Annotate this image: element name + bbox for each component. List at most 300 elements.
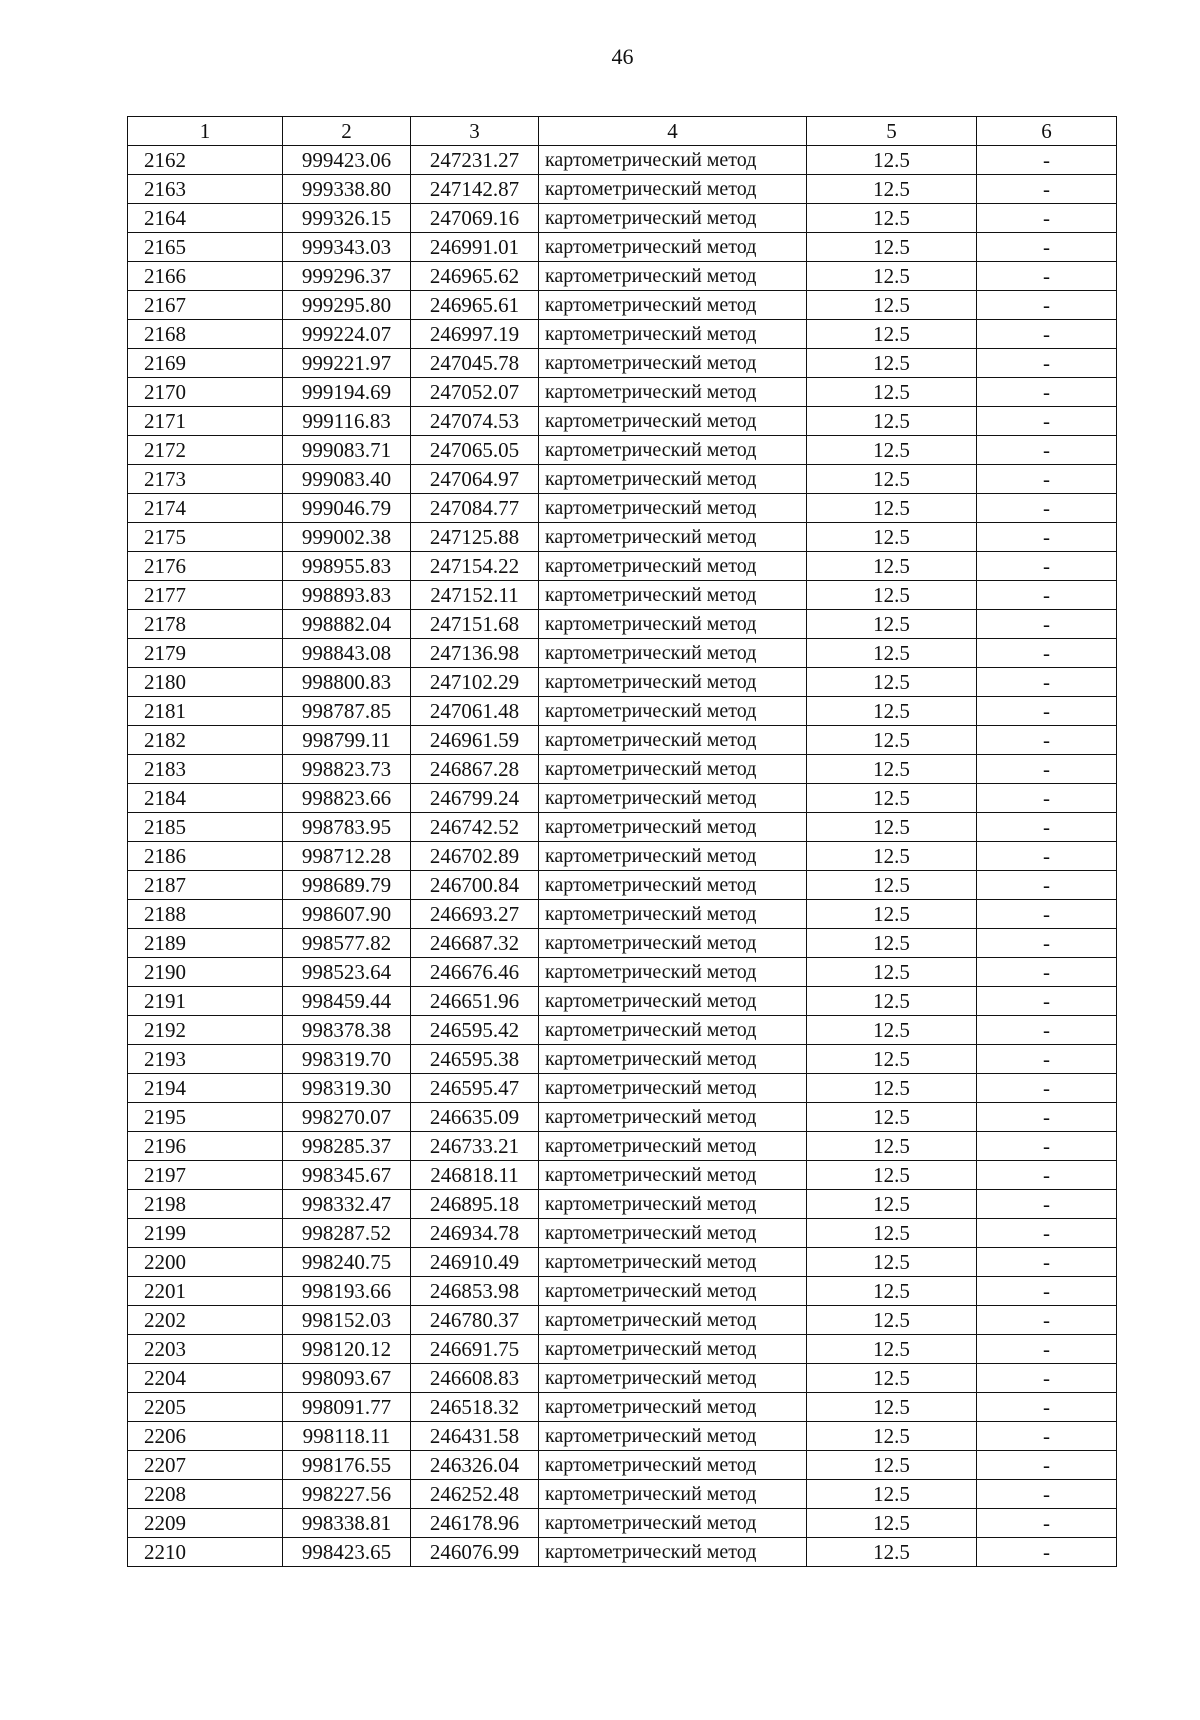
note-cell: - bbox=[977, 1248, 1117, 1277]
point-number-cell: 2206 bbox=[128, 1422, 283, 1451]
point-number-cell: 2179 bbox=[128, 639, 283, 668]
accuracy-cell: 12.5 bbox=[807, 900, 977, 929]
method-cell: картометрический метод bbox=[539, 523, 807, 552]
coordinate-x-cell: 999083.40 bbox=[283, 465, 411, 494]
coordinate-y-cell: 246742.52 bbox=[411, 813, 539, 842]
point-number-cell: 2189 bbox=[128, 929, 283, 958]
table-row bbox=[128, 1335, 1117, 1364]
note-cell: - bbox=[977, 262, 1117, 291]
table-row bbox=[128, 1509, 1117, 1538]
column-header: 6 bbox=[977, 117, 1117, 146]
accuracy-cell: 12.5 bbox=[807, 1074, 977, 1103]
coordinate-y-cell: 247154.22 bbox=[411, 552, 539, 581]
note-cell: - bbox=[977, 1277, 1117, 1306]
method-cell: картометрический метод bbox=[539, 1538, 807, 1567]
accuracy-cell: 12.5 bbox=[807, 552, 977, 581]
accuracy-cell: 12.5 bbox=[807, 494, 977, 523]
coordinate-x-cell: 998091.77 bbox=[283, 1393, 411, 1422]
coordinate-x-cell: 998152.03 bbox=[283, 1306, 411, 1335]
accuracy-cell: 12.5 bbox=[807, 1248, 977, 1277]
accuracy-cell: 12.5 bbox=[807, 1451, 977, 1480]
note-cell: - bbox=[977, 494, 1117, 523]
column-header: 5 bbox=[807, 117, 977, 146]
coordinate-y-cell: 246691.75 bbox=[411, 1335, 539, 1364]
method-cell: картометрический метод bbox=[539, 1161, 807, 1190]
table-row bbox=[128, 523, 1117, 552]
coordinate-y-cell: 246518.32 bbox=[411, 1393, 539, 1422]
coordinate-x-cell: 998459.44 bbox=[283, 987, 411, 1016]
point-number-cell: 2197 bbox=[128, 1161, 283, 1190]
coordinate-y-cell: 247052.07 bbox=[411, 378, 539, 407]
method-cell: картометрический метод bbox=[539, 900, 807, 929]
table-row bbox=[128, 1016, 1117, 1045]
point-number-cell: 2177 bbox=[128, 581, 283, 610]
accuracy-cell: 12.5 bbox=[807, 1480, 977, 1509]
method-cell: картометрический метод bbox=[539, 378, 807, 407]
coordinate-y-cell: 246595.38 bbox=[411, 1045, 539, 1074]
table-row bbox=[128, 175, 1117, 204]
coordinate-y-cell: 247136.98 bbox=[411, 639, 539, 668]
point-number-cell: 2199 bbox=[128, 1219, 283, 1248]
table-row bbox=[128, 813, 1117, 842]
table-row bbox=[128, 1045, 1117, 1074]
point-number-cell: 2193 bbox=[128, 1045, 283, 1074]
note-cell: - bbox=[977, 523, 1117, 552]
coordinate-y-cell: 246608.83 bbox=[411, 1364, 539, 1393]
note-cell: - bbox=[977, 639, 1117, 668]
coordinate-y-cell: 246733.21 bbox=[411, 1132, 539, 1161]
coordinate-y-cell: 246934.78 bbox=[411, 1219, 539, 1248]
table-row bbox=[128, 262, 1117, 291]
point-number-cell: 2210 bbox=[128, 1538, 283, 1567]
point-number-cell: 2171 bbox=[128, 407, 283, 436]
note-cell: - bbox=[977, 1016, 1117, 1045]
coordinate-y-cell: 246799.24 bbox=[411, 784, 539, 813]
coordinate-y-cell: 246431.58 bbox=[411, 1422, 539, 1451]
coordinate-y-cell: 246700.84 bbox=[411, 871, 539, 900]
note-cell: - bbox=[977, 697, 1117, 726]
point-number-cell: 2190 bbox=[128, 958, 283, 987]
method-cell: картометрический метод bbox=[539, 1277, 807, 1306]
accuracy-cell: 12.5 bbox=[807, 233, 977, 262]
coordinate-x-cell: 998118.11 bbox=[283, 1422, 411, 1451]
coordinate-y-cell: 246326.04 bbox=[411, 1451, 539, 1480]
accuracy-cell: 12.5 bbox=[807, 1219, 977, 1248]
method-cell: картометрический метод bbox=[539, 1480, 807, 1509]
coordinate-x-cell: 999083.71 bbox=[283, 436, 411, 465]
point-number-cell: 2205 bbox=[128, 1393, 283, 1422]
accuracy-cell: 12.5 bbox=[807, 262, 977, 291]
table-row bbox=[128, 900, 1117, 929]
table-row bbox=[128, 842, 1117, 871]
point-number-cell: 2170 bbox=[128, 378, 283, 407]
note-cell: - bbox=[977, 1364, 1117, 1393]
coordinate-y-cell: 246076.99 bbox=[411, 1538, 539, 1567]
note-cell: - bbox=[977, 871, 1117, 900]
table-row bbox=[128, 320, 1117, 349]
method-cell: картометрический метод bbox=[539, 1393, 807, 1422]
note-cell: - bbox=[977, 929, 1117, 958]
accuracy-cell: 12.5 bbox=[807, 1016, 977, 1045]
accuracy-cell: 12.5 bbox=[807, 407, 977, 436]
coordinate-x-cell: 999002.38 bbox=[283, 523, 411, 552]
note-cell: - bbox=[977, 784, 1117, 813]
point-number-cell: 2178 bbox=[128, 610, 283, 639]
method-cell: картометрический метод bbox=[539, 784, 807, 813]
coordinate-x-cell: 998607.90 bbox=[283, 900, 411, 929]
coordinate-x-cell: 998577.82 bbox=[283, 929, 411, 958]
note-cell: - bbox=[977, 1306, 1117, 1335]
table-row bbox=[128, 291, 1117, 320]
coordinate-y-cell: 246693.27 bbox=[411, 900, 539, 929]
accuracy-cell: 12.5 bbox=[807, 1422, 977, 1451]
coordinate-y-cell: 247142.87 bbox=[411, 175, 539, 204]
accuracy-cell: 12.5 bbox=[807, 958, 977, 987]
table-row bbox=[128, 349, 1117, 378]
method-cell: картометрический метод bbox=[539, 987, 807, 1016]
table-row bbox=[128, 639, 1117, 668]
coordinate-y-cell: 247151.68 bbox=[411, 610, 539, 639]
accuracy-cell: 12.5 bbox=[807, 697, 977, 726]
coordinate-x-cell: 998689.79 bbox=[283, 871, 411, 900]
point-number-cell: 2186 bbox=[128, 842, 283, 871]
point-number-cell: 2164 bbox=[128, 204, 283, 233]
accuracy-cell: 12.5 bbox=[807, 1364, 977, 1393]
coordinate-y-cell: 247152.11 bbox=[411, 581, 539, 610]
accuracy-cell: 12.5 bbox=[807, 204, 977, 233]
coordinate-x-cell: 998120.12 bbox=[283, 1335, 411, 1364]
point-number-cell: 2202 bbox=[128, 1306, 283, 1335]
coordinate-x-cell: 999194.69 bbox=[283, 378, 411, 407]
accuracy-cell: 12.5 bbox=[807, 1045, 977, 1074]
point-number-cell: 2165 bbox=[128, 233, 283, 262]
accuracy-cell: 12.5 bbox=[807, 175, 977, 204]
coordinate-x-cell: 999295.80 bbox=[283, 291, 411, 320]
table-row bbox=[128, 1306, 1117, 1335]
coordinate-x-cell: 999224.07 bbox=[283, 320, 411, 349]
accuracy-cell: 12.5 bbox=[807, 755, 977, 784]
table-row bbox=[128, 494, 1117, 523]
coordinate-y-cell: 247045.78 bbox=[411, 349, 539, 378]
method-cell: картометрический метод bbox=[539, 639, 807, 668]
method-cell: картометрический метод bbox=[539, 204, 807, 233]
accuracy-cell: 12.5 bbox=[807, 581, 977, 610]
point-number-cell: 2203 bbox=[128, 1335, 283, 1364]
method-cell: картометрический метод bbox=[539, 1364, 807, 1393]
coordinate-y-cell: 247084.77 bbox=[411, 494, 539, 523]
table-row bbox=[128, 1538, 1117, 1567]
coordinate-y-cell: 246676.46 bbox=[411, 958, 539, 987]
table-row bbox=[128, 233, 1117, 262]
method-cell: картометрический метод bbox=[539, 1451, 807, 1480]
accuracy-cell: 12.5 bbox=[807, 1509, 977, 1538]
coordinate-x-cell: 999296.37 bbox=[283, 262, 411, 291]
coordinate-x-cell: 998955.83 bbox=[283, 552, 411, 581]
accuracy-cell: 12.5 bbox=[807, 1161, 977, 1190]
point-number-cell: 2188 bbox=[128, 900, 283, 929]
coordinate-x-cell: 998345.67 bbox=[283, 1161, 411, 1190]
table-row bbox=[128, 958, 1117, 987]
accuracy-cell: 12.5 bbox=[807, 1103, 977, 1132]
note-cell: - bbox=[977, 1480, 1117, 1509]
note-cell: - bbox=[977, 1045, 1117, 1074]
point-number-cell: 2172 bbox=[128, 436, 283, 465]
table-body bbox=[128, 146, 1117, 1567]
coordinate-y-cell: 246895.18 bbox=[411, 1190, 539, 1219]
column-header: 4 bbox=[539, 117, 807, 146]
coordinate-y-cell: 246961.59 bbox=[411, 726, 539, 755]
table-row bbox=[128, 755, 1117, 784]
table-row bbox=[128, 697, 1117, 726]
table-row bbox=[128, 871, 1117, 900]
method-cell: картометрический метод bbox=[539, 146, 807, 175]
coordinate-x-cell: 998783.95 bbox=[283, 813, 411, 842]
coordinate-x-cell: 998319.70 bbox=[283, 1045, 411, 1074]
method-cell: картометрический метод bbox=[539, 494, 807, 523]
coordinate-x-cell: 998240.75 bbox=[283, 1248, 411, 1277]
method-cell: картометрический метод bbox=[539, 552, 807, 581]
note-cell: - bbox=[977, 1538, 1117, 1567]
point-number-cell: 2176 bbox=[128, 552, 283, 581]
note-cell: - bbox=[977, 436, 1117, 465]
method-cell: картометрический метод bbox=[539, 291, 807, 320]
coordinate-x-cell: 998287.52 bbox=[283, 1219, 411, 1248]
point-number-cell: 2167 bbox=[128, 291, 283, 320]
table-row bbox=[128, 610, 1117, 639]
accuracy-cell: 12.5 bbox=[807, 1393, 977, 1422]
coordinate-x-cell: 998319.30 bbox=[283, 1074, 411, 1103]
coordinate-x-cell: 998338.81 bbox=[283, 1509, 411, 1538]
coordinate-x-cell: 999423.06 bbox=[283, 146, 411, 175]
accuracy-cell: 12.5 bbox=[807, 842, 977, 871]
coordinate-x-cell: 998712.28 bbox=[283, 842, 411, 871]
accuracy-cell: 12.5 bbox=[807, 1277, 977, 1306]
method-cell: картометрический метод bbox=[539, 1190, 807, 1219]
coordinate-x-cell: 999326.15 bbox=[283, 204, 411, 233]
coordinate-x-cell: 998893.83 bbox=[283, 581, 411, 610]
accuracy-cell: 12.5 bbox=[807, 436, 977, 465]
column-header: 2 bbox=[283, 117, 411, 146]
table-row bbox=[128, 784, 1117, 813]
table-row bbox=[128, 1393, 1117, 1422]
coordinate-y-cell: 246635.09 bbox=[411, 1103, 539, 1132]
table-row bbox=[128, 407, 1117, 436]
point-number-cell: 2183 bbox=[128, 755, 283, 784]
page-number: 46 bbox=[611, 44, 634, 69]
coordinate-y-cell: 247125.88 bbox=[411, 523, 539, 552]
accuracy-cell: 12.5 bbox=[807, 146, 977, 175]
accuracy-cell: 12.5 bbox=[807, 1538, 977, 1567]
coordinate-x-cell: 998227.56 bbox=[283, 1480, 411, 1509]
table-row bbox=[128, 929, 1117, 958]
point-number-cell: 2208 bbox=[128, 1480, 283, 1509]
note-cell: - bbox=[977, 1161, 1117, 1190]
accuracy-cell: 12.5 bbox=[807, 523, 977, 552]
table-row bbox=[128, 1422, 1117, 1451]
method-cell: картометрический метод bbox=[539, 610, 807, 639]
coordinate-x-cell: 999046.79 bbox=[283, 494, 411, 523]
method-cell: картометрический метод bbox=[539, 755, 807, 784]
point-number-cell: 2163 bbox=[128, 175, 283, 204]
coordinate-y-cell: 246595.42 bbox=[411, 1016, 539, 1045]
coordinate-x-cell: 998093.67 bbox=[283, 1364, 411, 1393]
table-row bbox=[128, 1190, 1117, 1219]
note-cell: - bbox=[977, 958, 1117, 987]
accuracy-cell: 12.5 bbox=[807, 1335, 977, 1364]
method-cell: картометрический метод bbox=[539, 320, 807, 349]
point-number-cell: 2191 bbox=[128, 987, 283, 1016]
method-cell: картометрический метод bbox=[539, 929, 807, 958]
point-number-cell: 2174 bbox=[128, 494, 283, 523]
method-cell: картометрический метод bbox=[539, 581, 807, 610]
point-number-cell: 2168 bbox=[128, 320, 283, 349]
table-row bbox=[128, 1480, 1117, 1509]
table-row bbox=[128, 668, 1117, 697]
coordinate-y-cell: 246252.48 bbox=[411, 1480, 539, 1509]
point-number-cell: 2198 bbox=[128, 1190, 283, 1219]
table-row bbox=[128, 1074, 1117, 1103]
table-row bbox=[128, 1132, 1117, 1161]
coordinate-x-cell: 999221.97 bbox=[283, 349, 411, 378]
method-cell: картометрический метод bbox=[539, 871, 807, 900]
method-cell: картометрический метод bbox=[539, 262, 807, 291]
coordinate-x-cell: 998787.85 bbox=[283, 697, 411, 726]
table-row bbox=[128, 552, 1117, 581]
coordinate-x-cell: 998523.64 bbox=[283, 958, 411, 987]
method-cell: картометрический метод bbox=[539, 1103, 807, 1132]
coordinate-x-cell: 999343.03 bbox=[283, 233, 411, 262]
note-cell: - bbox=[977, 175, 1117, 204]
method-cell: картометрический метод bbox=[539, 697, 807, 726]
coordinate-y-cell: 247074.53 bbox=[411, 407, 539, 436]
note-cell: - bbox=[977, 755, 1117, 784]
note-cell: - bbox=[977, 1451, 1117, 1480]
accuracy-cell: 12.5 bbox=[807, 378, 977, 407]
accuracy-cell: 12.5 bbox=[807, 929, 977, 958]
accuracy-cell: 12.5 bbox=[807, 813, 977, 842]
table-row bbox=[128, 1103, 1117, 1132]
accuracy-cell: 12.5 bbox=[807, 1190, 977, 1219]
point-number-cell: 2182 bbox=[128, 726, 283, 755]
table-header-row bbox=[128, 117, 1117, 146]
accuracy-cell: 12.5 bbox=[807, 871, 977, 900]
accuracy-cell: 12.5 bbox=[807, 1132, 977, 1161]
coordinate-x-cell: 999338.80 bbox=[283, 175, 411, 204]
coordinate-y-cell: 246965.61 bbox=[411, 291, 539, 320]
accuracy-cell: 12.5 bbox=[807, 668, 977, 697]
column-header: 1 bbox=[128, 117, 283, 146]
table-row bbox=[128, 1277, 1117, 1306]
method-cell: картометрический метод bbox=[539, 668, 807, 697]
coordinate-y-cell: 246853.98 bbox=[411, 1277, 539, 1306]
method-cell: картометрический метод bbox=[539, 1335, 807, 1364]
table-row bbox=[128, 204, 1117, 233]
method-cell: картометрический метод bbox=[539, 233, 807, 262]
note-cell: - bbox=[977, 900, 1117, 929]
note-cell: - bbox=[977, 668, 1117, 697]
coordinate-x-cell: 999116.83 bbox=[283, 407, 411, 436]
table-row bbox=[128, 465, 1117, 494]
point-number-cell: 2162 bbox=[128, 146, 283, 175]
note-cell: - bbox=[977, 581, 1117, 610]
method-cell: картометрический метод bbox=[539, 813, 807, 842]
table-row bbox=[128, 436, 1117, 465]
method-cell: картометрический метод bbox=[539, 1016, 807, 1045]
coordinate-y-cell: 246910.49 bbox=[411, 1248, 539, 1277]
note-cell: - bbox=[977, 1219, 1117, 1248]
note-cell: - bbox=[977, 1103, 1117, 1132]
coordinate-y-cell: 247064.97 bbox=[411, 465, 539, 494]
table-row bbox=[128, 378, 1117, 407]
coordinate-y-cell: 247102.29 bbox=[411, 668, 539, 697]
note-cell: - bbox=[977, 1422, 1117, 1451]
note-cell: - bbox=[977, 407, 1117, 436]
coordinate-y-cell: 246965.62 bbox=[411, 262, 539, 291]
table-row bbox=[128, 1364, 1117, 1393]
coordinate-y-cell: 246997.19 bbox=[411, 320, 539, 349]
method-cell: картометрический метод bbox=[539, 1306, 807, 1335]
method-cell: картометрический метод bbox=[539, 1219, 807, 1248]
coordinate-y-cell: 246178.96 bbox=[411, 1509, 539, 1538]
point-number-cell: 2194 bbox=[128, 1074, 283, 1103]
accuracy-cell: 12.5 bbox=[807, 320, 977, 349]
coordinate-x-cell: 998800.83 bbox=[283, 668, 411, 697]
table-row bbox=[128, 581, 1117, 610]
note-cell: - bbox=[977, 552, 1117, 581]
coordinate-x-cell: 998270.07 bbox=[283, 1103, 411, 1132]
table-row bbox=[128, 726, 1117, 755]
note-cell: - bbox=[977, 1132, 1117, 1161]
point-number-cell: 2185 bbox=[128, 813, 283, 842]
accuracy-cell: 12.5 bbox=[807, 349, 977, 378]
coordinate-y-cell: 246595.47 bbox=[411, 1074, 539, 1103]
accuracy-cell: 12.5 bbox=[807, 784, 977, 813]
point-number-cell: 2175 bbox=[128, 523, 283, 552]
method-cell: картометрический метод bbox=[539, 1074, 807, 1103]
coordinate-y-cell: 246991.01 bbox=[411, 233, 539, 262]
point-number-cell: 2169 bbox=[128, 349, 283, 378]
note-cell: - bbox=[977, 204, 1117, 233]
coordinate-x-cell: 998843.08 bbox=[283, 639, 411, 668]
coordinate-y-cell: 246867.28 bbox=[411, 755, 539, 784]
point-number-cell: 2192 bbox=[128, 1016, 283, 1045]
method-cell: картометрический метод bbox=[539, 1422, 807, 1451]
note-cell: - bbox=[977, 1509, 1117, 1538]
note-cell: - bbox=[977, 320, 1117, 349]
coordinates-table bbox=[127, 116, 1117, 1567]
point-number-cell: 2180 bbox=[128, 668, 283, 697]
note-cell: - bbox=[977, 233, 1117, 262]
table-row bbox=[128, 987, 1117, 1016]
point-number-cell: 2200 bbox=[128, 1248, 283, 1277]
column-header: 3 bbox=[411, 117, 539, 146]
note-cell: - bbox=[977, 291, 1117, 320]
note-cell: - bbox=[977, 726, 1117, 755]
note-cell: - bbox=[977, 378, 1117, 407]
note-cell: - bbox=[977, 813, 1117, 842]
coordinate-y-cell: 247069.16 bbox=[411, 204, 539, 233]
note-cell: - bbox=[977, 987, 1117, 1016]
coordinate-x-cell: 998285.37 bbox=[283, 1132, 411, 1161]
note-cell: - bbox=[977, 1074, 1117, 1103]
coordinate-y-cell: 246702.89 bbox=[411, 842, 539, 871]
table-row bbox=[128, 1219, 1117, 1248]
coordinate-x-cell: 998378.38 bbox=[283, 1016, 411, 1045]
method-cell: картометрический метод bbox=[539, 349, 807, 378]
method-cell: картометрический метод bbox=[539, 726, 807, 755]
method-cell: картометрический метод bbox=[539, 465, 807, 494]
coordinate-y-cell: 246780.37 bbox=[411, 1306, 539, 1335]
